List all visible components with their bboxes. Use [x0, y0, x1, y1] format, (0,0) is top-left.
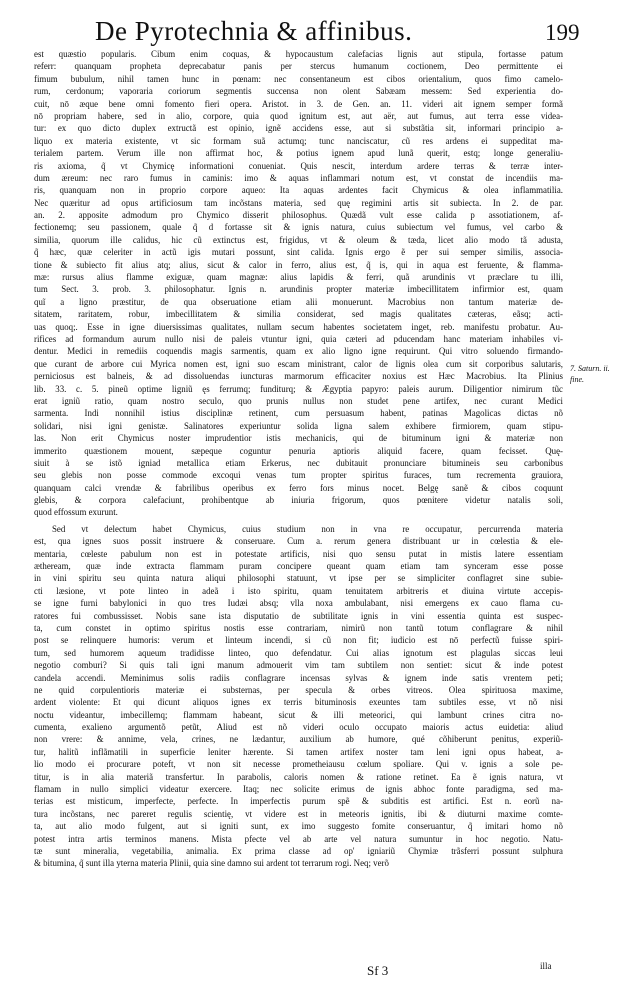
- text-line: seu glebis non posse commode excoqui venas tum propter spiritus furaces, tum recrementa grauiora,: [34, 470, 563, 481]
- text-line: rifices ad formandum aurum nullo nisi de paleis vtuntur igni, quia cæteri ad pducendam hanc materiam inhabiles vi-: [34, 333, 563, 344]
- text-line: in vini spiritu seu quinta natura aliqui philosophi statuunt, vt ipse per se simpliciter conflagret sine subie-: [34, 573, 563, 584]
- text-line: & bitumina, q̃ sunt illa yterna materia Plinii, quia sine damno sui ardent tot terrarum rogi. Neq; verõ: [34, 858, 389, 869]
- text-line: quĩ a ligno præstitur, de qua obseruatione etiam alii monuerunt. Macrobius non tantum materiæ de-: [34, 296, 563, 307]
- text-line: siuit à se istõ igniad metallica etiam Erkerus, nec dubitauit pronunciare bitumineis seu carbonibus: [34, 457, 563, 468]
- text-line: q̃ hæc, quæ celeriter in actũ igis mutari possunt, sint calida. Ignis ergo ẽ per sui semper similis, associa-: [34, 247, 563, 258]
- text-line: referr: quanquam propheta deprecabatur panis per stercus humanum coctionem, Deo permittente ei: [34, 61, 563, 72]
- text-line: que curant de arbore cui Myrica nomen est, igni suo escam ministrant, calor de lignis olea cum sit corporibus salutaris,: [34, 358, 563, 369]
- text-line: tum, sed humorem aqueum tradidisse linteo, quo defendatur. Cui alias ignotum est plagulas siccas leui: [34, 647, 563, 658]
- paragraph-2: [34, 523, 563, 870]
- text-line: fimum bubulum, nihil tamen hunc in pœnam: nec consentaneum est cibos orientalium, quos fimo camelo-: [34, 73, 563, 84]
- text-line: dum æreum: nec raro fumus in caminis: imo & aquas inflammari notum est, vt constat de incendiis ma-: [34, 172, 563, 183]
- text-line: non vrere: & annime, vela, crines, ne lædantur, auxilium ab humore, qué cõhiberunt penitus, experiũ-: [34, 734, 563, 745]
- text-line: ta, aut alio modo fulgent, aut si igniti sunt, ex imo suggesto fomite conseruantur, q̃ imitari homo nõ: [34, 821, 563, 832]
- text-line: perniciosus est balneis, & ad dissoluendas iuncturas marmorum efficaciter noxius est Hæc Macrobius. Ita Plinius: [34, 371, 563, 382]
- text-line: ætheream, quæ inde extracta flammam puram concipere queant quam etiam tam synceram esse posse: [34, 561, 563, 572]
- text-line: terias est misticum, imperfecte, perfecte. In imperfectis purum spẽ & subditis est artifici. Est n. eorũ na-: [34, 796, 563, 807]
- text-line: tum Sect. 3. prob. 3. philosophatur. Ignis n. arundinis propter materiæ imbecillitatem infirmior est, quam: [34, 284, 563, 295]
- text-line: potest intra artis terminos manens. Mista pfecte vel ab arte vel natura sumuntur in hoc negotio. Natu-: [34, 833, 563, 844]
- margin-note: 7. Saturn. ii. fine.: [570, 364, 610, 384]
- text-line: ta, cum constet in optimo spiritus nostis esse contrariam, nimirũ non tantũ totum conflagrare & nihil: [34, 622, 563, 633]
- text-line: lib. 33. c. 5. pineũ optime ligniũ ęs ferrumq; funditurq; & Ægyptia papyro: paleis aurum. Diligentior nimirum tũc: [34, 383, 563, 394]
- text-line: solidari, nisi igni genistæ. Salinatores experiuntur solida ligna salem exhibere firmiorem, quam stipu-: [34, 420, 563, 431]
- text-line: erat igniũ ratio, quam nostro seculo, quo prunis nullus non studet pene artifex, nec curant Medici: [34, 395, 563, 406]
- catchword: illa: [540, 961, 552, 971]
- text-line: tur, halitũ inflãmatili in superficie leniter hærente. Si tamen artifex noster tam leni igni opus habeat, a-: [34, 746, 563, 757]
- text-line: noctu videantur, imbecillemq; flammam habeant, sicut & illi meteorici, qui lambunt crines citra no-: [34, 709, 563, 720]
- text-line: ris axioma, q̃ vt Chymicę informationi conueniat. Quis nescit, interdum ardere terras & terræ inter-: [34, 160, 563, 171]
- text-line: liquo ex materia existente, vt sic formam suã actumq; tunc nanciscatur, cũ res ardens ei suppeditat ma-: [34, 135, 563, 146]
- text-line: lio modo ei procurare poteft, vt non sit necesse prometheiausu cœlum spoliare. Qui v. ignis a sole pe-: [34, 759, 563, 770]
- text-line: immerito quæstionem mouent, sæpeque coguntur penuria aptioris aliquid facere, quam fecisset. Quę-: [34, 445, 563, 456]
- text-line: uas quoq;. Esse in igne diuersissimas qualitates, nullam secum habentes societatem inget, reb. manifestu probatur. Au-: [34, 321, 563, 332]
- text-line: sarmenta. Indi nonnihil istius disciplinæ retinent, cum persuasum habent, patinas Magolicas dictas nõ: [34, 408, 563, 419]
- text-line: mæ: rursus alius flamme exiguæ, quam magnæ: alius lapidis & ferri, quã arundinis vt præclare tu illi,: [34, 272, 563, 283]
- text-line: an. 2. apposite admodum pro Chymico disserit philosophus. Quædã vult esse calida p assotiationem, af-: [34, 210, 563, 221]
- text-line: terialem partem. Verum ille non affirmat hoc, & potius ignem apud lunã querit, estq; longe generaliu-: [34, 148, 563, 159]
- text-line: est quæstio popularis. Cibum enim coquas, & hypocaustum calefacias lignis aut stipula, fortasse patum: [34, 49, 563, 59]
- text-line: est, qua ignes suos possit instruere & conseruare. Cum a. rerum genera distribuant ur in cœlestia & ele-: [34, 536, 563, 547]
- text-line: post se relinquere humoris: verum et linteum incendi, si cũ non fit; iudicio est nō perfectũ fuisse spiri-: [34, 635, 563, 646]
- text-line: Sed vt delectum habet Chymicus, cuius studium non in vna re occupatur, percurrenda materia: [52, 523, 563, 534]
- text-line: ratores fui combussisset. Nobis sane ista disputatio de subtilitate ignis in vini essentia quinta est suspec-: [34, 610, 563, 621]
- text-line: sitatem, raritatem, robur, imbecillitatem & similia considerat, sed magis qualitates cæteras, eãsq; acti-: [34, 309, 563, 320]
- text-line: mentaria, cœleste pabulum non est in potestate artificis, nisi quo sensu putat in mistis latere essentiam: [34, 548, 563, 559]
- text-line: candela accendi. Meminimus solis radiis conflagrare incensas sylvas & ignem inde satis vrentem peti;: [34, 672, 563, 683]
- text-line: titur, is in alia materiã transfertur. In parabolis, caloris nomen & ratione retinet. Ea ẽ ignis natura, vt: [34, 771, 563, 782]
- text-line: quod effossum exurunt.: [34, 507, 118, 518]
- text-line: Nec quæritur ad opus artificiosum tam incõstans materia, sed quę regimini artis sit subiecta. In 2. de par.: [34, 197, 563, 208]
- text-line: se igne furni babylonici in quo tres Iudæi absq; vlla noxa ambulabant, nisi emergens ex cauo flama cu-: [34, 598, 563, 609]
- text-line: similia, quorum ille calidus, hic cũ extinctus est, frigidus, vt & oleum & tæda, licet alio modo tã adusta,: [34, 234, 563, 245]
- text-line: negotio comburi? Si quis tali igni manum admouerit vim tam subtilem non sentiet: sicut & inde potest: [34, 660, 563, 671]
- text-line: ris, quanquam non in proprio corpore aqueo: Ita aquas ardentes facit Chymicus & olea inflammatilia.: [34, 185, 563, 196]
- text-line: cti læsione, vt pote linteo in adeã i isto spiritu, quam tenuitatem arbitreris et diuina virtute accepis-: [34, 585, 563, 596]
- text-line: flamam in nullo simplici videatur exercere. Itaq; nec solicite erimus de ignis abhoc fonte paradigma, sed ma-: [34, 784, 563, 795]
- text-line: cuit, nō æque bene omni fomento fieri opera. Aristot. in 3. de Gen. an. 11. videri ait ignem semper formã: [34, 98, 563, 109]
- text-line: tione & subiecto fit alius atq; alius, sicut & calor in ferro, alius est, q̃ is, qui in aqua est feruente, & flamma-: [34, 259, 563, 270]
- text-line: ardent violente: Et qui dicunt aliquos ignes ex terris bituminosis exeuntes tam subtiles esse, vt nõ nisi: [34, 697, 563, 708]
- body-text: [34, 48, 563, 870]
- text-line: quanquam calci vrendæ & fabrilibus operibus ex ferro fors minus nocet. Belgę sanẽ & cibos coquunt: [34, 482, 563, 493]
- running-title: De Pyrotechnia & affinibus.: [95, 16, 413, 46]
- text-line: tæ sunt mineralia, vegetabilia, animalia. Ex prima classe ad op' igniariũ Chymiæ trãsferri possunt sulphura: [34, 846, 563, 856]
- text-line: tura incõstans, nec pareret regulis scientię, vt videre est in meteoris ignitis, ibi & diuturni maxime comte-: [34, 808, 563, 819]
- signature-mark: Sf 3: [367, 963, 389, 978]
- text-line: las. Non erit Chymicus noster imprudentior istis mechanicis, qui de bituminum igni & materiæ non: [34, 433, 563, 444]
- text-line: tur: ex quo dicto duplex extructã est opinio, ignẽ accidens esse, aut si substãtia sit, informari principio a-: [34, 123, 563, 134]
- text-line: cumenta, exalieno argumentõ petũt, Aliud est nõ videri oculo occupato maioris actus euidetia: aliud: [34, 722, 563, 733]
- text-line: fectionemq; seu passionem, quale q̃ d fortasse sit & ignis natura, cuius subiectum vel fumus, vel carbo &: [34, 222, 563, 233]
- page-number: 199: [545, 20, 580, 45]
- text-line: nō propriam habere, sed in alio, corpore, quia quod ignitum est, aut aër, aut fumus, aut terra esse videa-: [34, 110, 563, 121]
- paragraph-1: [34, 48, 563, 519]
- text-line: ne quid corpulentioris materiæ ei substernas, per specula & orbes vitreos. Olea spirituosa maxime,: [34, 684, 563, 695]
- text-line: glebis, & corpora calefaciunt, prohibentque ab iniuria frigorum, quos pœnitere videtur natalis soli,: [34, 495, 563, 506]
- text-line: dentur. Medici in remediis coquendis magis sarmentis, quam ex alio ligno igne requirunt. Qui vitro soluendo firmando-: [34, 346, 563, 357]
- text-line: rum, cerdonum; vaporaria coriorum segmentis succensa non olent Sabæam messem: Sed experientia do-: [34, 86, 563, 97]
